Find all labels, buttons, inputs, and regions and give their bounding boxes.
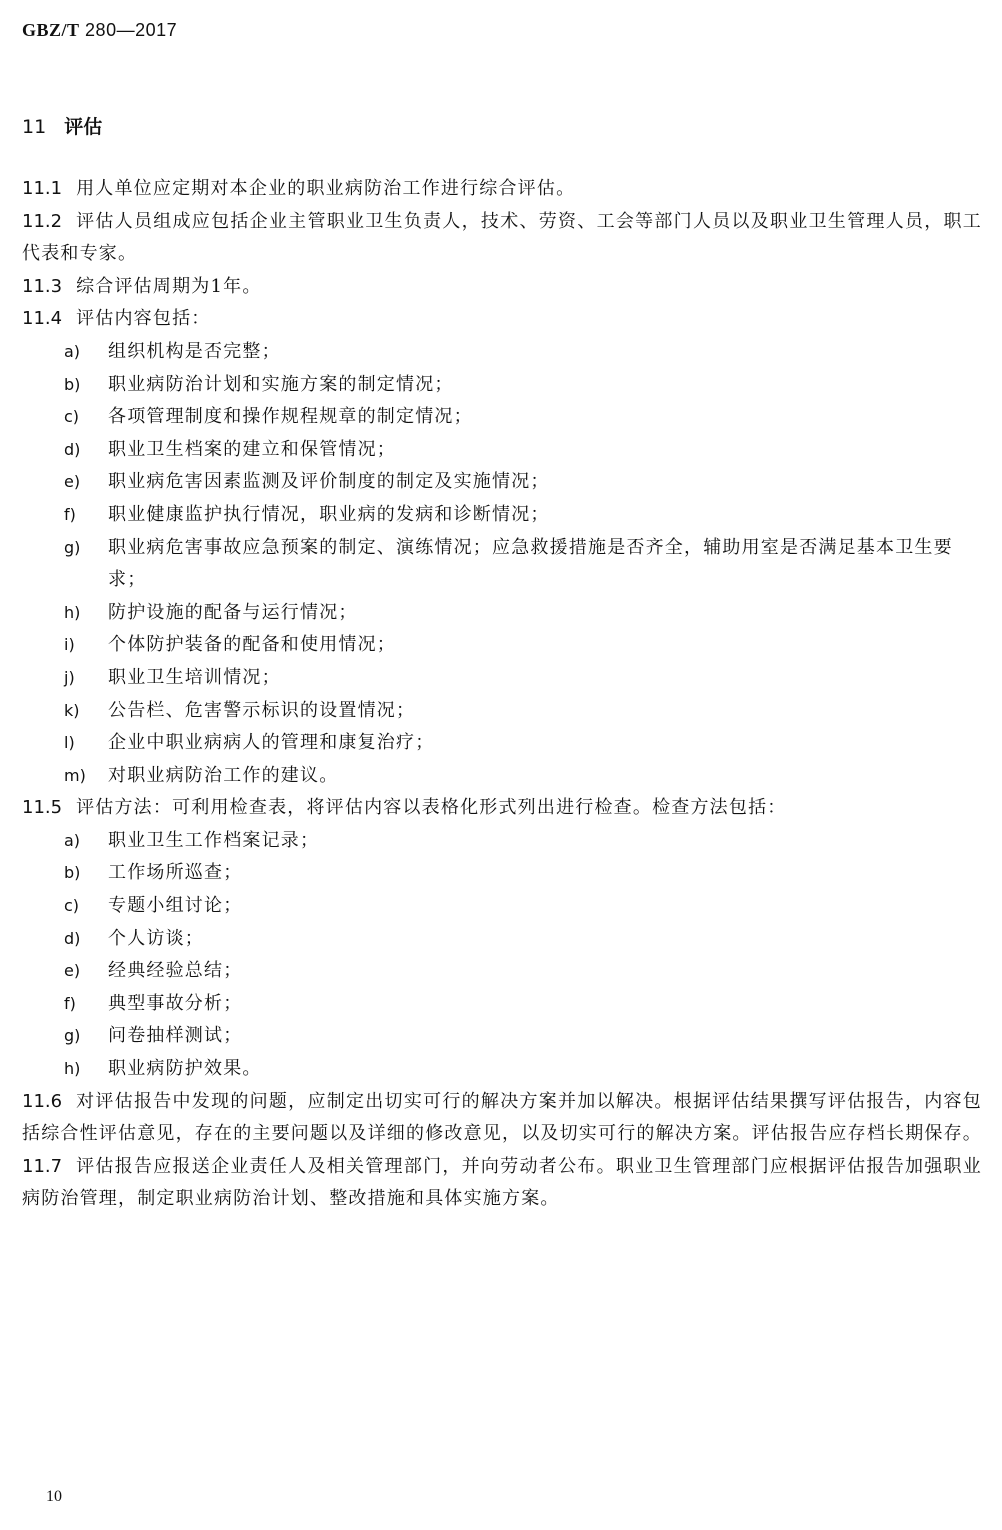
list-item: b) 工作场所巡查； [64, 862, 243, 884]
clause-11-5: 11.5 评估方法：可利用检查表，将评估内容以表格化形式列出进行检查。检查方法包括： [22, 797, 787, 819]
clause-11-6: 11.6 对评估报告中发现的问题，应制定出切实可行的解决方案并加以解决。根据评估结果撰写评估报告，内容包括综合性评估意见，存在的主要问题以及详细的修改意见，以及切实可行的解决方案。评估报告应存档长期保存。 [22, 1090, 982, 1145]
list-item: l) 企业中职业病病人的管理和康复治疗； [64, 732, 435, 754]
list-item: c) 各项管理制度和操作规程规章的制定情况； [64, 406, 473, 428]
clause-11-3: 11.3 综合评估周期为1年。 [22, 275, 262, 297]
list-item: h) 职业病防护效果。 [64, 1058, 262, 1080]
list-item: d) 职业卫生档案的建立和保管情况； [64, 438, 396, 460]
clause-11-1: 11.1 用人单位应定期对本企业的职业病防治工作进行综合评估。 [22, 178, 576, 199]
standard-number: 280—2017 [85, 20, 178, 40]
document-header [22, 20, 177, 41]
list-item: m) 对职业病防治工作的建议。 [64, 764, 339, 786]
list-item: a) 组织机构是否完整； [64, 340, 281, 362]
document-body [22, 173, 982, 1216]
list-item: b) 职业病防治计划和实施方案的制定情况； [64, 373, 454, 395]
clause-11-5-list [22, 825, 982, 1086]
list-item: h) 防护设施的配备与运行情况； [64, 601, 358, 623]
page-number: 10 [46, 1488, 62, 1505]
list-item: f) 典型事故分析； [64, 992, 243, 1014]
list-item: f) 职业健康监护执行情况，职业病的发病和诊断情况； [64, 503, 550, 525]
clause-11-7: 11.7 评估报告应报送企业责任人及相关管理部门，并向劳动者公布。职业卫生管理部门应根据评估报告加强职业病防治管理，制定职业病防治计划、整改措施和具体实施方案。 [22, 1155, 982, 1210]
list-item: e) 职业病危害因素监测及评价制度的制定及实施情况； [64, 471, 550, 493]
list-item: g) 职业病危害事故应急预案的制定、演练情况；应急救援措施是否齐全，辅助用室是否满足基本卫生要求； [64, 536, 953, 591]
clause-11-4: 11.4 评估内容包括： [22, 308, 211, 330]
list-item: c) 专题小组讨论； [64, 895, 243, 917]
clause-11-2: 11.2 评估人员组成应包括企业主管职业卫生负责人，技术、劳资、工会等部门人员以及职业卫生管理人员，职工代表和专家。 [22, 210, 982, 265]
standard-code: GBZ/T [22, 20, 80, 40]
list-item: j) 职业卫生培训情况； [64, 666, 281, 688]
list-item: d) 个人访谈； [64, 927, 204, 949]
section-number: 11 [22, 116, 47, 138]
list-item: k) 公告栏、危害警示标识的设置情况； [64, 699, 416, 721]
list-item: e) 经典经验总结； [64, 960, 243, 982]
list-item: g) 问卷抽样测试； [64, 1025, 243, 1047]
list-item: i) 个体防护装备的配备和使用情况； [64, 634, 396, 656]
section-title: 评估 [64, 116, 103, 138]
clause-11-4-list [22, 336, 982, 792]
section-heading [22, 112, 102, 139]
list-item: a) 职业卫生工作档案记录； [64, 829, 320, 851]
